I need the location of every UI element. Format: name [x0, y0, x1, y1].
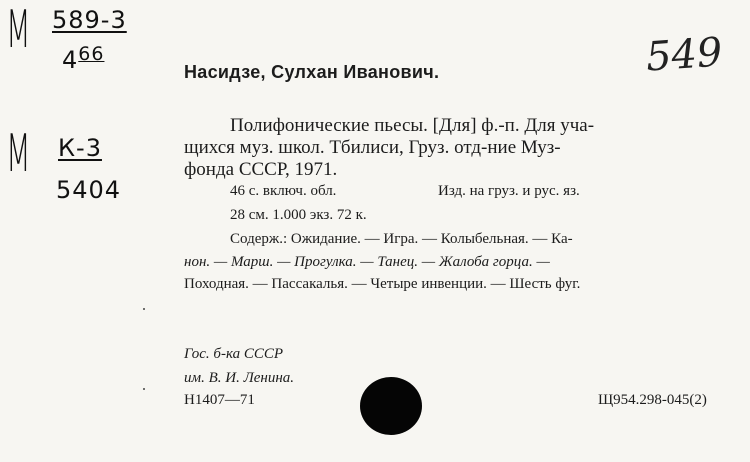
card-code: Н1407—71 — [184, 392, 255, 408]
speck — [143, 388, 145, 390]
handwritten-code-bottom: К-3 — [58, 134, 102, 162]
classification-code: Щ954.298-045(2) — [598, 392, 707, 408]
title-line-2: щихся муз. школ. Тбилиси, Груз. отд-ние Муз- — [184, 137, 561, 158]
physical-description: 28 см. 1.000 экз. 72 к. — [230, 207, 367, 223]
title-line-1: Полифонические пьесы. [Для] ф.-п. Для уча- — [230, 115, 595, 136]
contents-line-2: нон. — Марш. — Прогулка. — Танец. — Жалоба горца. — — [184, 254, 550, 270]
handwritten-code-top-sub — [62, 43, 105, 74]
title-line-3: фонда СССР, 1971. — [184, 159, 338, 180]
language-note: Изд. на груз. и рус. яз. — [438, 183, 580, 199]
handwritten-code-top-sub-digit: 4 — [62, 46, 79, 74]
author-heading: Насидзе, Сулхан Иванович. — [184, 62, 440, 82]
contents-label: Содерж.: — [230, 231, 288, 247]
speck — [143, 308, 145, 310]
handwritten-catalog-number: 549 — [644, 29, 724, 81]
pages-note: 46 с. включ. обл. — [230, 183, 337, 199]
contents-line-1 — [230, 231, 573, 248]
library-line-1: Гос. б-ка СССР — [184, 346, 284, 362]
handwritten-code-bottom-sub: 5404 — [56, 176, 122, 204]
ink-blot — [360, 377, 422, 435]
handwritten-code-top: 589-3 — [52, 6, 127, 34]
library-line-2: им. В. И. Ленина. — [184, 370, 295, 386]
handwritten-mark-top: М — [6, 0, 31, 60]
contents-line-3: Походная. — Пассакалья. — Четыре инвенции. — Шесть фуг. — [184, 276, 581, 292]
handwritten-mark-bottom: М — [6, 124, 31, 184]
contents-text-1: Ожидание. — Игра. — Колыбельная. — Ка- — [287, 231, 573, 247]
handwritten-code-top-sub-small: 66 — [78, 43, 105, 65]
